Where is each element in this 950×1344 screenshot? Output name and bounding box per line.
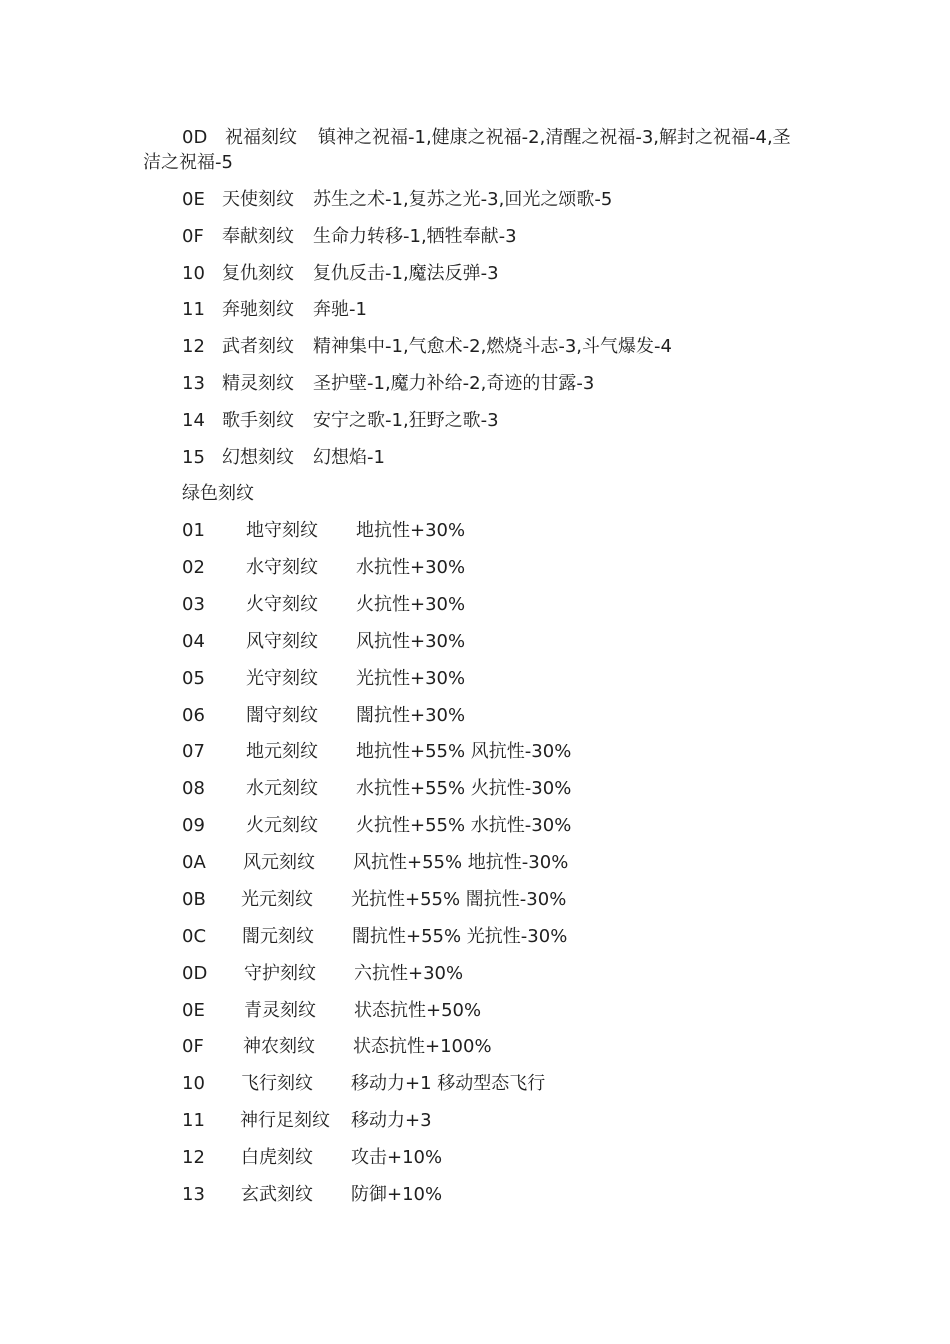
- row-code: 15: [182, 447, 205, 468]
- row-name: 精灵刻纹: [222, 373, 294, 394]
- row-code: 10: [182, 263, 205, 284]
- row-name: 风守刻纹: [246, 631, 318, 652]
- row-code: 0F: [182, 226, 204, 247]
- row-code: 0A: [182, 852, 206, 873]
- row-effect: 光抗性+55% 闇抗性-30%: [351, 889, 567, 910]
- row-code: 09: [182, 815, 205, 836]
- row-name: 复仇刻纹: [222, 263, 294, 284]
- row-effect: 闇抗性+30%: [356, 705, 466, 726]
- row-name: 神农刻纹: [243, 1036, 315, 1057]
- row-code: 01: [182, 520, 205, 541]
- row-effect: 生命力转移-1,牺牲奉献-3: [313, 226, 517, 247]
- row-code: 03: [182, 594, 205, 615]
- row-name: 风元刻纹: [243, 852, 315, 873]
- row-code: 11: [182, 299, 205, 320]
- row-name: 水守刻纹: [246, 557, 318, 578]
- row-name: 火元刻纹: [246, 815, 318, 836]
- row-code: 0B: [182, 889, 206, 910]
- row-effect: 状态抗性+100%: [353, 1036, 492, 1057]
- row-name: 玄武刻纹: [241, 1184, 313, 1205]
- row-effect: 镇神之祝福-1,健康之祝福-2,清醒之祝福-3,解封之祝福-4,圣: [318, 127, 791, 148]
- row-effect: 地抗性+55% 风抗性-30%: [356, 741, 572, 762]
- row-code: 12: [182, 1147, 205, 1168]
- row-name: 歌手刻纹: [222, 410, 294, 431]
- row-effect: 移动力+1 移动型态飞行: [351, 1073, 546, 1094]
- row-effect: 火抗性+55% 水抗性-30%: [356, 815, 572, 836]
- row-name: 白虎刻纹: [241, 1147, 313, 1168]
- row-effect: 风抗性+30%: [356, 631, 466, 652]
- row-effect: 状态抗性+50%: [354, 1000, 482, 1021]
- row-code: 02: [182, 557, 205, 578]
- row-effect: 闇抗性+55% 光抗性-30%: [352, 926, 568, 947]
- row-effect: 风抗性+55% 地抗性-30%: [353, 852, 569, 873]
- row-effect: 苏生之术-1,复苏之光-3,回光之颂歌-5: [313, 189, 613, 210]
- row-code: 05: [182, 668, 205, 689]
- row-effect: 水抗性+30%: [356, 557, 466, 578]
- row-name: 地守刻纹: [246, 520, 318, 541]
- row-effect: 水抗性+55% 火抗性-30%: [356, 778, 572, 799]
- row-name: 光守刻纹: [246, 668, 318, 689]
- row-code: 0E: [182, 189, 205, 210]
- row-code: 06: [182, 705, 205, 726]
- row-effect: 奔驰-1: [313, 299, 367, 320]
- row-effect: 精神集中-1,气愈术-2,燃烧斗志-3,斗气爆发-4: [313, 336, 672, 357]
- row-effect: 六抗性+30%: [354, 963, 464, 984]
- row-effect: 复仇反击-1,魔法反弹-3: [313, 263, 499, 284]
- row-code: 11: [182, 1110, 205, 1131]
- row-name: 幻想刻纹: [222, 447, 294, 468]
- row-code: 07: [182, 741, 205, 762]
- row-effect: 防御+10%: [351, 1184, 443, 1205]
- row-name: 武者刻纹: [222, 336, 294, 357]
- row-name: 闇守刻纹: [246, 705, 318, 726]
- row-name: 飞行刻纹: [241, 1073, 313, 1094]
- row-name: 奉献刻纹: [222, 226, 294, 247]
- row-effect: 安宁之歌-1,狂野之歌-3: [313, 410, 499, 431]
- row-name: 水元刻纹: [246, 778, 318, 799]
- row-name: 神行足刻纹: [240, 1110, 330, 1131]
- section-heading: 绿色刻纹: [182, 483, 254, 504]
- row-effect: 光抗性+30%: [356, 668, 466, 689]
- row-effect: 圣护壁-1,魔力补给-2,奇迹的甘露-3: [313, 373, 595, 394]
- row-effect: 攻击+10%: [351, 1147, 443, 1168]
- row-code: 0D: [182, 127, 208, 148]
- row-code: 04: [182, 631, 205, 652]
- row-code: 12: [182, 336, 205, 357]
- row-code: 0D: [182, 963, 208, 984]
- row-code: 13: [182, 1184, 205, 1205]
- row-name: 火守刻纹: [246, 594, 318, 615]
- row-effect: 移动力+3: [351, 1110, 432, 1131]
- row-name: 光元刻纹: [241, 889, 313, 910]
- row-effect: 火抗性+30%: [356, 594, 466, 615]
- row-code: 0F: [182, 1036, 204, 1057]
- row-name: 祝福刻纹: [225, 127, 297, 148]
- row-code: 13: [182, 373, 205, 394]
- row-code: 08: [182, 778, 205, 799]
- row-effect-continued: 洁之祝福-5: [143, 152, 233, 173]
- row-code: 0E: [182, 1000, 205, 1021]
- row-code: 14: [182, 410, 205, 431]
- row-effect: 幻想焰-1: [313, 447, 385, 468]
- row-effect: 地抗性+30%: [356, 520, 466, 541]
- row-name: 青灵刻纹: [244, 1000, 316, 1021]
- row-name: 地元刻纹: [246, 741, 318, 762]
- row-name: 守护刻纹: [244, 963, 316, 984]
- row-code: 0C: [182, 926, 207, 947]
- row-code: 10: [182, 1073, 205, 1094]
- row-name: 闇元刻纹: [242, 926, 314, 947]
- row-name: 天使刻纹: [222, 189, 294, 210]
- row-name: 奔驰刻纹: [222, 299, 294, 320]
